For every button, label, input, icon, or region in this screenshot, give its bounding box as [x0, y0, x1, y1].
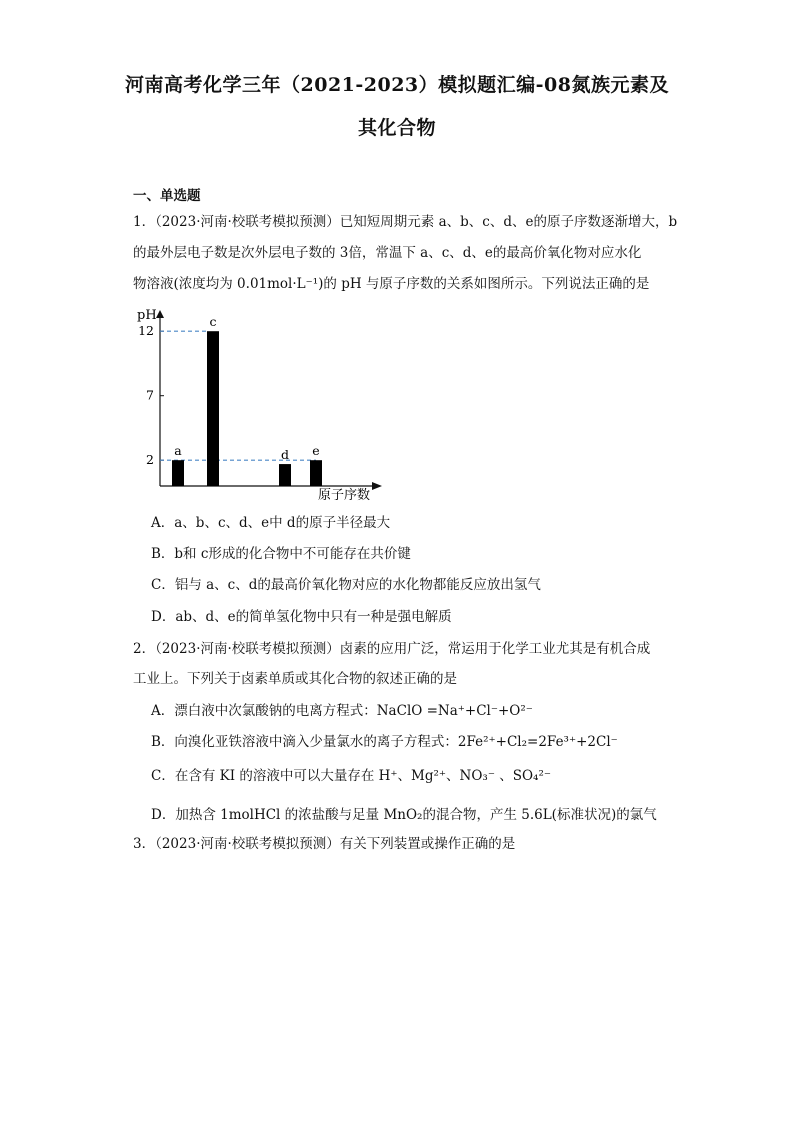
document-title-line1: 河南高考化学三年（2021-2023）模拟题汇编-08氮族元素及: [125, 74, 669, 96]
q2-option-a: A．漂白液中次氯酸钠的电离方程式：NaClO =Na⁺+Cl⁻+O²⁻: [151, 703, 533, 719]
bar-label-a: a: [174, 443, 182, 459]
bar-c: [207, 331, 219, 486]
q1-option-c: C．铝与 a、c、d的最高价氧化物对应的水化物都能反应放出氢气: [151, 577, 541, 593]
bar-e: [310, 460, 322, 486]
x-axis-label: 原子序数: [318, 488, 371, 503]
y-tick-label: 7: [146, 387, 154, 403]
section-heading: 一、单选题: [133, 188, 201, 204]
q2-option-d: D．加热含 1molHCl 的浓盐酸与足量 MnO₂的混合物，产生 5.6L(标准状况)的氯气: [151, 807, 657, 823]
bar-label-d: d: [280, 447, 290, 463]
q2-text-line1: 2．（2023·河南·校联考模拟预测）卤素的应用广泛，常运用于化学工业尤其是有机合成: [133, 641, 651, 657]
q1-text-line1: 1．（2023·河南·校联考模拟预测）已知短周期元素 a、b、c、d、e的原子序数逐渐增大，b: [133, 214, 678, 230]
q2-option-b: B．向溴化亚铁溶液中滴入少量氯水的离子方程式：2Fe²⁺+Cl₂=2Fe³⁺+2Cl⁻: [151, 734, 618, 750]
q1-text-line3: 物溶液(浓度均为 0.01mol·L⁻¹)的 pH 与原子序数的关系如图所示。下列说法正确的是: [133, 276, 650, 292]
bar-label-c: c: [209, 314, 217, 330]
q2-text-line2: 工业上。下列关于卤素单质或其化合物的叙述正确的是: [133, 671, 457, 687]
q3-text-line1: 3．（2023·河南·校联考模拟预测）有关下列装置或操作正确的是: [133, 836, 516, 852]
bar-d: [279, 464, 291, 486]
y-axis-label: pH: [137, 308, 157, 323]
x-axis-arrow: [372, 482, 382, 490]
q1-text-line2: 的最外层电子数是次外层电子数的 3倍，常温下 a、c、d、e的最高价氧化物对应水化: [133, 245, 642, 261]
ph-bar-chart: [0, 300, 794, 520]
document-title-line2: 其化合物: [357, 117, 436, 139]
y-tick-label: 12: [138, 323, 154, 339]
y-axis-arrow: [156, 310, 164, 318]
bar-a: [172, 460, 184, 486]
bar-label-e: e: [312, 443, 320, 459]
y-tick-label: 2: [146, 452, 154, 468]
q1-option-d: D．ab、d、e的简单氢化物中只有一种是强电解质: [151, 609, 452, 625]
q1-option-a: A．a、b、c、d、e中 d的原子半径最大: [151, 515, 391, 531]
q2-option-c: C．在含有 KI 的溶液中可以大量存在 H⁺、Mg²⁺、NO₃⁻ 、SO₄²⁻: [151, 768, 551, 784]
q1-option-b: B．b和 c形成的化合物中不可能存在共价键: [151, 546, 411, 562]
